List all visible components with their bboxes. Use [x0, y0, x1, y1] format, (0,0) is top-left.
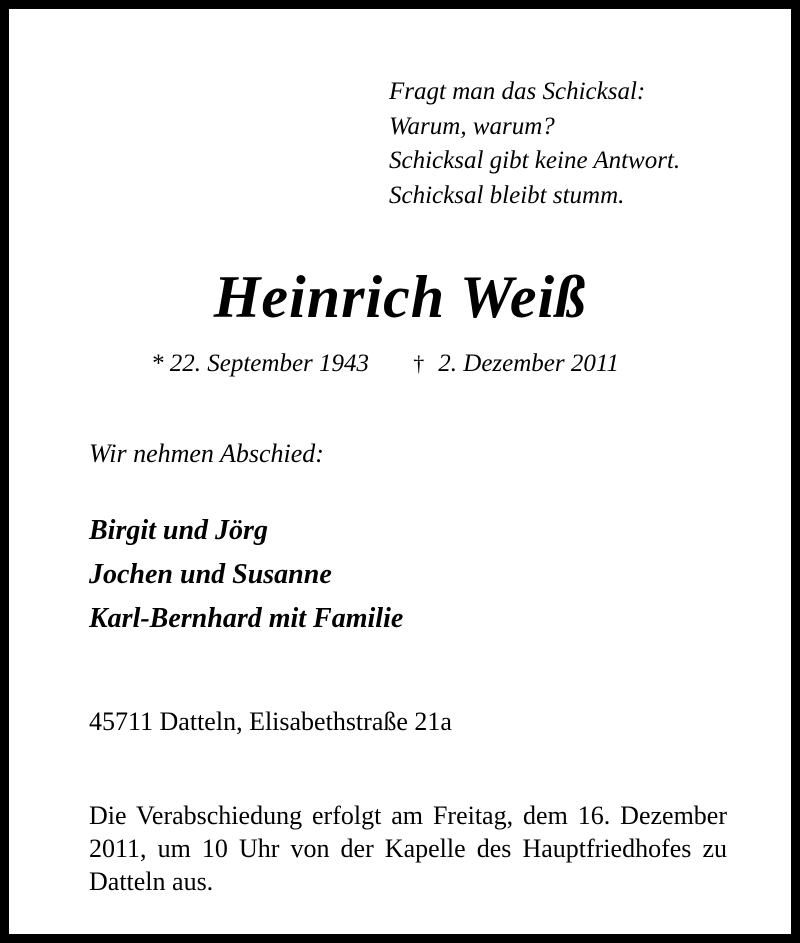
family-address: 45711 Datteln, Elisabethstraße 21a — [89, 707, 452, 736]
ceremony-info: Die Verabschiedung erfolgt am Freitag, dem 16. Dezember 2011, um 10 Uhr von der Kapelle des Hauptfriedhofes zu Datteln aus. — [89, 801, 727, 896]
poem-line: Fragt man das Schicksal: — [389, 78, 646, 105]
farewell-heading: Wir nehmen Abschied: — [89, 439, 324, 468]
birth-date: * 22. September 1943 — [151, 350, 370, 377]
deceased-name: Heinrich Weiß — [213, 264, 587, 330]
death-date-group — [413, 347, 619, 381]
mourner-name: Karl-Bernhard mit Familie — [89, 603, 404, 634]
life-dates — [151, 347, 619, 381]
poem-line: Schicksal bleibt stumm. — [389, 181, 625, 209]
mourners-list — [89, 509, 403, 641]
death-date: 2. Dezember 2011 — [438, 350, 620, 377]
mourner-name: Birgit und Jörg — [89, 515, 268, 546]
poem-line: Schicksal gibt keine Antwort. — [389, 147, 681, 174]
poem — [389, 75, 680, 213]
mourner-name: Jochen und Susanne — [89, 559, 332, 590]
cross-icon: † — [413, 351, 425, 376]
poem-line: Warum, warum? — [389, 112, 555, 140]
